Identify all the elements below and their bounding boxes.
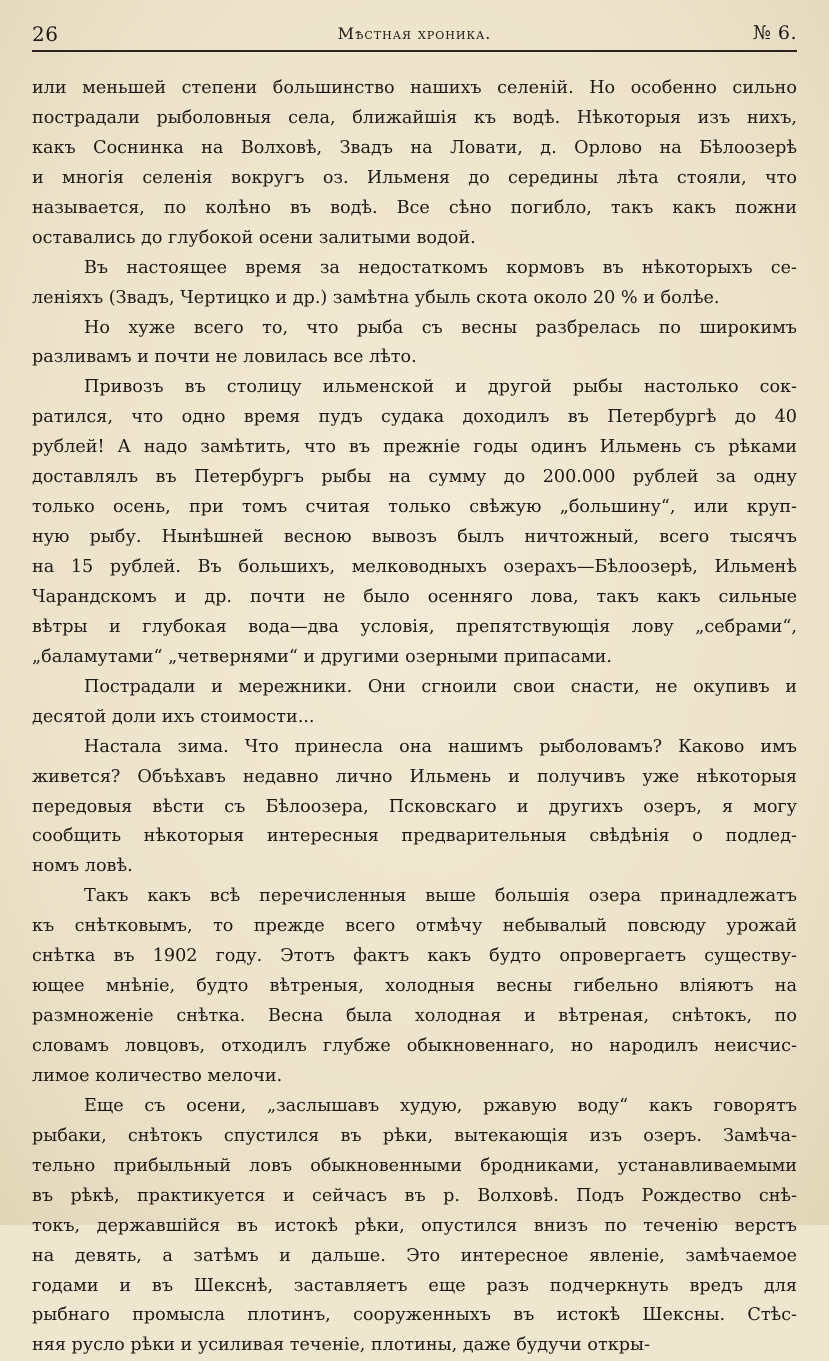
- paragraph: [32, 254, 797, 314]
- text-line: годами и въ Шекснѣ, заставляетъ еще разъ подчеркнуть вредъ для: [32, 1275, 797, 1296]
- text-line: рыбнаго промысла плотинъ, сооруженныхъ въ истокѣ Шексны. Стѣс-: [32, 1305, 797, 1326]
- text-line: живется? Объѣхавъ недавно лично Ильмень и получивъ уже нѣкоторыя: [32, 766, 797, 787]
- text-line: Въ настоящее время за недостаткомъ кормовъ въ нѣкоторыхъ се-: [84, 257, 797, 278]
- text-line: въ рѣкѣ, практикуется и сейчасъ въ р. Волховѣ. Подъ Рождество снѣ-: [32, 1185, 797, 1206]
- text-line: разливамъ и почти не ловилась все лѣто.: [32, 347, 417, 368]
- text-line: на 15 рублей. Въ большихъ, мелководныхъ озерахъ—Бѣлоозерѣ, Ильменѣ: [32, 557, 797, 577]
- header-rule: [32, 50, 797, 52]
- text-line: словамъ ловцовъ, отходилъ глубже обыкновеннаго, но народилъ неисчис-: [32, 1036, 797, 1056]
- text-line: леніяхъ (Звадъ, Чертицко и др.) замѣтна убыль скота около 20 % и болѣе.: [32, 287, 720, 308]
- issue-number: № 6.: [752, 22, 797, 44]
- text-line: Такъ какъ всѣ перечисленныя выше большія озера принадлежатъ: [84, 886, 797, 907]
- paragraph: [32, 673, 797, 733]
- paragraph: [32, 733, 797, 883]
- text-line: ющее мнѣніе, будто вѣтреныя, холодныя весны гибельно вліяютъ на: [32, 976, 797, 997]
- paragraph: [32, 882, 797, 1092]
- text-line: передовыя вѣсти съ Бѣлоозера, Псковскаго и другихъ озеръ, я могу: [32, 796, 797, 817]
- text-line: называется, по колѣно въ водѣ. Все сѣно погибло, такъ какъ пожни: [32, 197, 797, 218]
- paragraph: [32, 314, 797, 374]
- text-line: рублей! А надо замѣтить, что въ прежніе годы одинъ Ильмень съ рѣками: [32, 437, 797, 458]
- text-line: оставались до глубокой осени залитыми водой.: [32, 227, 476, 248]
- text-line: няя русло рѣки и усиливая теченіе, плотины, даже будучи откры-: [32, 1335, 650, 1356]
- text-line: десятой доли ихъ стоимости...: [32, 706, 315, 727]
- text-line: Пострадали и мережники. Они сгноили свои снасти, не окупивъ и: [84, 676, 797, 697]
- text-line: тельно прибыльный ловъ обыкновенными бродниками, устанавливаемыми: [32, 1155, 797, 1176]
- text-line: на девять, а затѣмъ и дальше. Это интересное явленіе, замѣчаемое: [32, 1245, 797, 1266]
- text-line: Еще съ осени, „заслышавъ худую, ржавую воду“ какъ говорятъ: [84, 1095, 797, 1116]
- article-body: [32, 74, 797, 1361]
- text-line: номъ ловѣ.: [32, 856, 133, 877]
- text-line: доставлялъ въ Петербургъ рыбы на сумму до 200.000 рублей за одну: [32, 467, 797, 488]
- paragraph: [32, 373, 797, 672]
- page-number: 26: [32, 22, 59, 46]
- text-line: или меньшей степени большинство нашихъ селеній. Но особенно сильно: [32, 78, 797, 98]
- text-line: рыбаки, снѣтокъ спустился въ рѣки, вытекающія изъ озеръ. Замѣча-: [32, 1125, 797, 1146]
- text-line: только осень, при томъ считая только свѣжую „большину“, или круп-: [32, 497, 797, 518]
- text-line: сообщить нѣкоторыя интересныя предварительныя свѣдѣнія о подлед-: [32, 826, 797, 847]
- text-line: Настала зима. Что принесла она нашимъ рыболовамъ? Каково имъ: [84, 736, 797, 757]
- text-line: лимое количество мелочи.: [32, 1065, 283, 1086]
- text-line: къ снѣтковымъ, то прежде всего отмѣчу небывалый повсюду урожай: [32, 916, 797, 937]
- section-title: Мѣстная хроника.: [337, 24, 492, 43]
- text-line: размноженіе снѣтка. Весна была холодная и вѣтреная, снѣтокъ, по: [32, 1006, 797, 1027]
- text-line: ную рыбу. Нынѣшней весною вывозъ былъ ничтожный, всего тысячъ: [32, 527, 797, 548]
- text-line: Чарандскомъ и др. почти не было осенняго лова, такъ какъ сильные: [32, 586, 797, 607]
- paragraph: [32, 74, 797, 254]
- text-line: ратился, что одно время пудъ судака доходилъ въ Петербургѣ до 40: [32, 407, 797, 428]
- text-line: вѣтры и глубокая вода—два условія, препятствующія лову „себрами“,: [32, 616, 797, 637]
- page-header: [32, 22, 797, 50]
- text-line: „баламутами“ „четвернями“ и другими озерными припасами.: [32, 646, 613, 667]
- text-line: пострадали рыболовныя села, ближайшія къ водѣ. Нѣкоторыя изъ нихъ,: [32, 107, 797, 128]
- text-line: и многія селенія вокругъ оз. Ильменя до середины лѣта стояли, что: [32, 167, 797, 188]
- text-line: Но хуже всего то, что рыба съ весны разбрелась по широкимъ: [84, 317, 797, 338]
- paragraph: [32, 1092, 797, 1361]
- text-line: токъ, державшійся въ истокѣ рѣки, опустился внизъ по теченію верстъ: [32, 1215, 797, 1236]
- text-line: какъ Соснинка на Волховѣ, Звадъ на Ловати, д. Орлово на Бѣлоозерѣ: [32, 137, 797, 158]
- text-line: снѣтка въ 1902 году. Этотъ фактъ какъ будто опровергаетъ существу-: [32, 946, 797, 967]
- text-line: Привозъ въ столицу ильменской и другой рыбы настолько сок-: [84, 377, 797, 398]
